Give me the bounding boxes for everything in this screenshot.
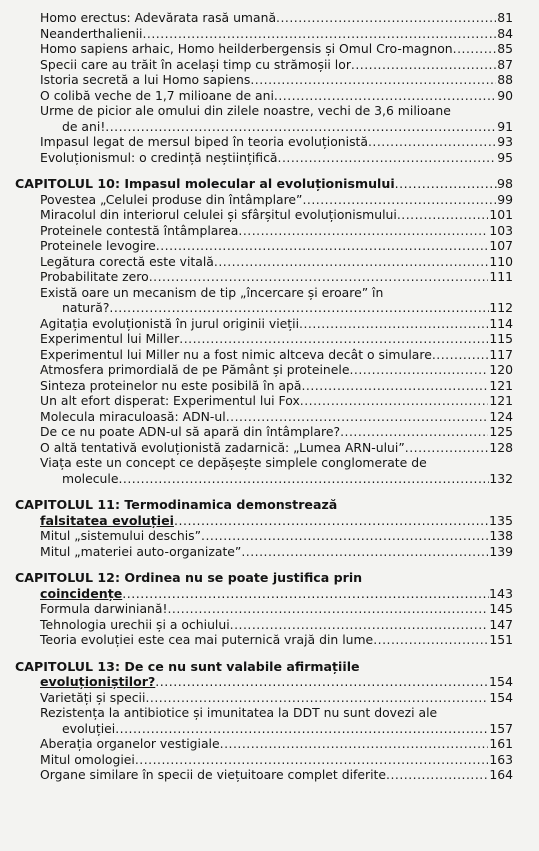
toc-section-ch10	[0, 192, 539, 487]
toc-section-ch12	[0, 601, 539, 648]
toc-entry[interactable]: Aberația organelor vestigiale ..... 161	[40, 736, 513, 752]
toc-entry[interactable]: Probabilitate zero ..... 111	[40, 269, 513, 285]
chapter-12-heading[interactable]: CAPITOLUL 12: Ordinea nu se poate justifica prin coincidențe ..... 143	[15, 570, 513, 601]
toc-entry[interactable]: Specii care au trăit în același timp cu strămoșii lor ..... 87	[40, 57, 513, 73]
toc-entry[interactable]: Molecula miraculoasă: ADN-ul ..... 124	[40, 409, 513, 425]
toc-entry[interactable]: Mitul omologiei ..... 163	[40, 752, 513, 768]
toc-entry[interactable]: Povestea „Celulei produse din întâmplare” ..... 99	[40, 192, 513, 208]
toc-entry[interactable]: Proteinele contestă întâmplarea ..... 103	[40, 223, 513, 239]
toc-entry-multiline[interactable]: Viața este un concept ce depășește simplele conglomerate de molecule ..... 132	[40, 455, 513, 486]
toc-entry[interactable]: Miracolul din interiorul celulei și sfârșitul evoluționismului ..... 101	[40, 207, 513, 223]
toc-entry[interactable]: O colibă veche de 1,7 milioane de ani ..... 90	[40, 88, 513, 104]
toc-section-ch13	[0, 690, 539, 783]
toc-entry[interactable]: Formula darwiniană! ..... 145	[40, 601, 513, 617]
toc-entry[interactable]: Istoria secretă a lui Homo sapiens ..... 88	[40, 72, 513, 88]
toc-entry[interactable]: Evoluționismul: o credință neștiințifică ..... 95	[40, 150, 513, 166]
toc-entry[interactable]: Neanderthalienii ..... 84	[40, 26, 513, 42]
toc-entry[interactable]: Experimentul lui Miller ..... 115	[40, 331, 513, 347]
toc-section-top	[0, 10, 539, 165]
toc-entry[interactable]: Tehnologia urechii și a ochiului ..... 147	[40, 617, 513, 633]
toc-entry[interactable]: Experimentul lui Miller nu a fost nimic altceva decât o simulare ..... 117	[40, 347, 513, 363]
chapter-10-heading[interactable]: CAPITOLUL 10: Impasul molecular al evoluționismului ..... 98	[15, 176, 513, 192]
toc-entry[interactable]: Sinteza proteinelor nu este posibilă în apă ..... 121	[40, 378, 513, 394]
toc-entry[interactable]: Atmosfera primordială de pe Pământ și proteinele ..... 120	[40, 362, 513, 378]
toc-entry[interactable]: Homo erectus: Adevărata rasă umană ..... 81	[40, 10, 513, 26]
toc-entry[interactable]: De ce nu poate ADN-ul să apară din întâmplare? ..... 125	[40, 424, 513, 440]
toc-entry[interactable]: Varietăți și specii ..... 154	[40, 690, 513, 706]
toc-entry-multiline[interactable]: Există oare un mecanism de tip „încercare și eroare” în natură? ..... 112	[40, 285, 513, 316]
chapter-13-heading[interactable]: CAPITOLUL 13: De ce nu sunt valabile afirmațiile evoluționiștilor? ..... 154	[15, 659, 513, 690]
toc-entry[interactable]: Mitul „sistemului deschis” ..... 138	[40, 528, 513, 544]
toc-entry[interactable]: Teoria evoluției este cea mai puternică vrajă din lume ..... 151	[40, 632, 513, 648]
toc-entry[interactable]: Agitația evoluționistă în jurul originii vieții ..... 114	[40, 316, 513, 332]
toc-entry[interactable]: O altă tentativă evoluționistă zadarnică: „Lumea ARN-ului” ..... 128	[40, 440, 513, 456]
toc-entry[interactable]: Legătura corectă este vitală ..... 110	[40, 254, 513, 270]
toc-entry-multiline[interactable]: Rezistența la antibiotice și imunitatea la DDT nu sunt dovezi ale evoluției ..... 157	[40, 705, 513, 736]
toc-entry[interactable]: Homo sapiens arhaic, Homo heilderbergensis și Omul Cro-magnon ..... 85	[40, 41, 513, 57]
toc-entry[interactable]: Mitul „materiei auto-organizate” ..... 139	[40, 544, 513, 560]
toc-entry[interactable]: Impasul legat de mersul biped în teoria evoluționistă ..... 93	[40, 134, 513, 150]
table-of-contents	[0, 10, 539, 783]
chapter-11-heading[interactable]: CAPITOLUL 11: Termodinamica demonstrează falsitatea evoluției ..... 135	[15, 497, 513, 528]
toc-entry[interactable]: Proteinele levogire ..... 107	[40, 238, 513, 254]
toc-entry[interactable]: Un alt efort disperat: Experimentul lui Fox ..... 121	[40, 393, 513, 409]
toc-entry[interactable]: Organe similare în specii de viețuitoare complet diferite ..... 164	[40, 767, 513, 783]
toc-entry-multiline[interactable]: Urme de picior ale omului din zilele noastre, vechi de 3,6 milioane de ani! ..... 91	[40, 103, 513, 134]
toc-section-ch11	[0, 528, 539, 559]
